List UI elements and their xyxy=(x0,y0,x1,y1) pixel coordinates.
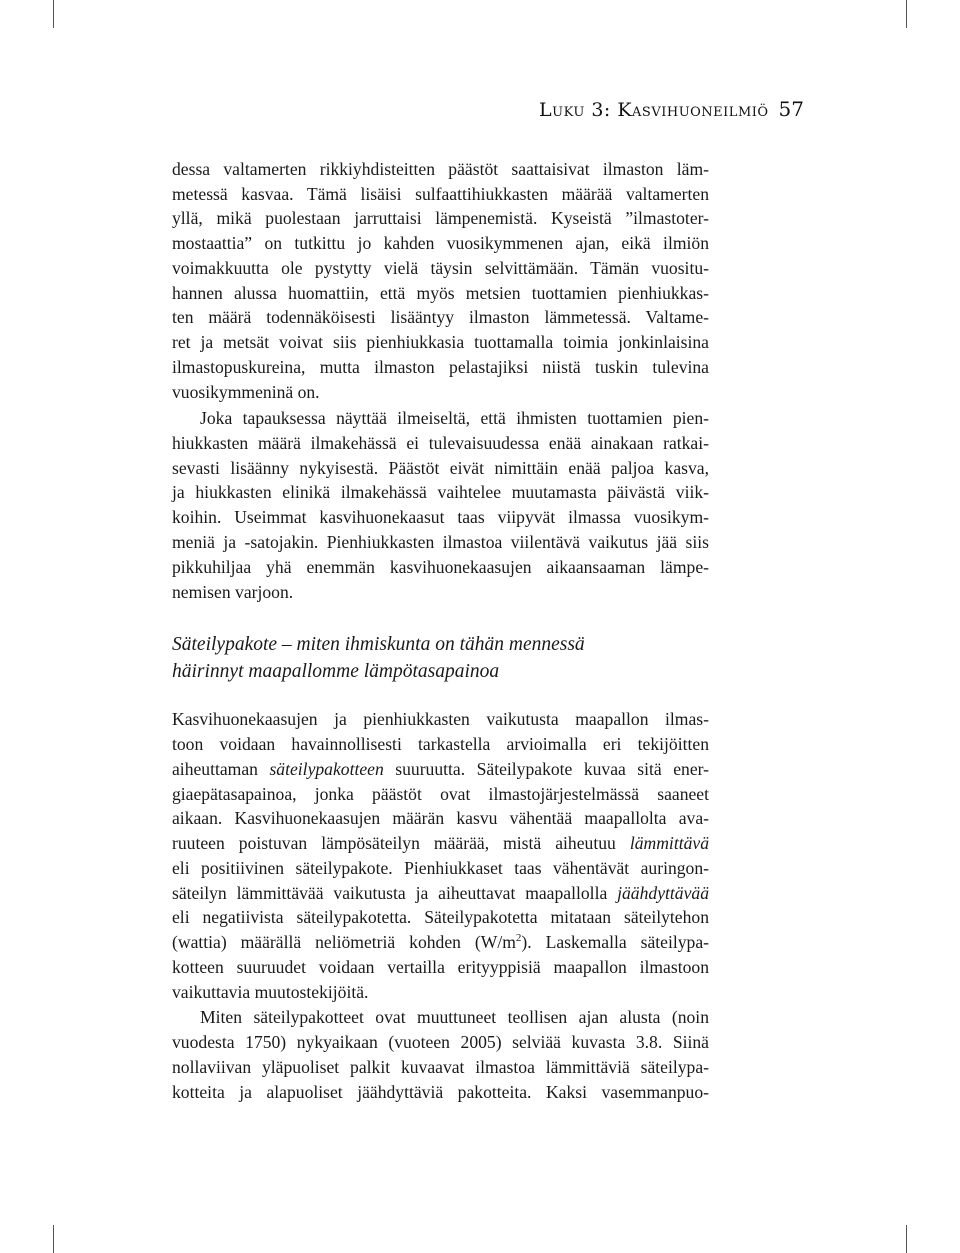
section-heading: Säteilypakote – miten ihmiskunta on tähän mennessä xyxy=(172,634,585,655)
section-heading: häirinnyt maapallomme lämpötasapainoa xyxy=(172,661,500,682)
crop-mark xyxy=(906,0,907,28)
chapter-title: Luku 3: Kasvihuoneilmiö xyxy=(539,99,769,121)
body-line: ja hiukkasten elinikä ilmakehässä vaihtelee muutamasta päivästä viik- xyxy=(172,482,709,502)
body-line: vuosikymmeninä on. xyxy=(172,382,320,402)
body-line: hannen alussa huomattiin, että myös metsien tuottamien pienhiukkas- xyxy=(172,283,709,303)
emphasis-term: säteilypakotteen xyxy=(269,759,384,779)
body-line: vaikuttavia muutostekijöitä. xyxy=(172,982,369,1002)
body-line: nollaviivan yläpuoliset palkit kuvaavat ilmastoa lämmittäviä säteilypa- xyxy=(172,1057,709,1077)
superscript: 2 xyxy=(515,932,522,944)
body-line: eli negatiivista säteilypakotetta. Säteilypakotetta mitataan säteilytehon xyxy=(172,907,709,927)
body-line: pikkuhiljaa yhä enemmän kasvihuonekaasujen aikaansaaman lämpe- xyxy=(172,557,709,577)
body-line: (wattia) määrällä neliömetriä kohden $(W/m^2)$. Laskemalla säteilypa- xyxy=(172,932,709,952)
body-line: sevasti lisäänny nykyisestä. Päästöt eivät nimittäin enää paljoa kasva, xyxy=(172,458,709,478)
crop-mark xyxy=(906,1225,907,1253)
body-line: aiheuttaman säteilypakotteen suuruutta. Säteilypakote kuvaa sitä ener- xyxy=(172,759,709,779)
running-head xyxy=(400,97,804,127)
body-line: Miten säteilypakotteet ovat muuttuneet teollisen ajan alusta (noin xyxy=(200,1007,709,1027)
body-line: mostaattia” on tutkittu jo kahden vuosikymmenen ajan, eikä ilmiön xyxy=(172,233,709,253)
page-number: 57 xyxy=(778,97,804,121)
body-line: kotteen suuruudet voidaan vertailla erityyppisiä maapallon ilmastoon xyxy=(172,957,709,977)
crop-mark xyxy=(53,1225,54,1253)
body-line: hiukkasten määrä ilmakehässä ei tulevaisuudessa enää ainakaan ratkai- xyxy=(172,433,709,453)
body-line: koihin. Useimmat kasvihuonekaasut taas viipyvät ilmassa vuosikym- xyxy=(172,507,709,527)
body-line: Joka tapauksessa näyttää ilmeiseltä, että ihmisten tuottamien pien- xyxy=(200,408,709,428)
emphasis-term: jäähdyttävää xyxy=(617,883,709,903)
body-line: metessä kasvaa. Tämä lisäisi sulfaattihiukkasten määrää valtamerten xyxy=(172,184,709,204)
body-line: ret ja metsät voivat siis pienhiukkasia tuottamalla toimia jonkinlaisina xyxy=(172,332,709,352)
body-line: voimakkuutta ole pystytty vielä täysin selvittämään. Tämän vuositu- xyxy=(172,258,709,278)
body-line: vuodesta 1750) nykyaikaan (vuoteen 2005) selviää kuvasta 3.8. Siinä xyxy=(172,1032,709,1052)
body-line: ruuteen poistuvan lämpösäteilyn määrää, mistä aiheutuu lämmittävä xyxy=(172,833,709,853)
emphasis-term: lämmittävä xyxy=(629,833,709,853)
body-line: kotteita ja alapuoliset jäähdyttäviä pakotteita. Kaksi vasemmanpuo- xyxy=(172,1082,709,1102)
body-line: aikaan. Kasvihuonekaasujen määrän kasvu vähentää maapallolta ava- xyxy=(172,808,709,828)
body-line: nemisen varjoon. xyxy=(172,582,294,602)
body-line: Kasvihuonekaasujen ja pienhiukkasten vaikutusta maapallon ilmas- xyxy=(172,709,709,729)
body-line: meniä ja -satojakin. Pienhiukkasten ilmastoa viilentävä vaikutus jää siis xyxy=(172,532,709,552)
body-line: toon voidaan havainnollisesti tarkastella arvioimalla eri tekijöitten xyxy=(172,734,709,754)
body-line: giaepätasapainoa, jonka päästöt ovat ilmastojärjestelmässä saaneet xyxy=(172,784,709,804)
body-line: dessa valtamerten rikkiyhdisteitten päästöt saattaisivat ilmaston läm- xyxy=(172,159,709,179)
body-line: eli positiivinen säteilypakote. Pienhiukkaset taas vähentävät auringon- xyxy=(172,858,709,878)
body-line: ilmastopuskureina, mutta ilmaston pelastajiksi niistä tuskin tulevina xyxy=(172,357,709,377)
body-line: yllä, mikä puolestaan jarruttaisi lämpenemistä. Kyseistä ”ilmastoter- xyxy=(172,208,709,228)
body-line: säteilyn lämmittävää vaikutusta ja aiheuttavat maapallolla jäähdyttävää xyxy=(172,883,709,903)
crop-mark xyxy=(53,0,54,28)
body-line: ten määrä todennäköisesti lisääntyy ilmaston lämmetessä. Valtame- xyxy=(172,307,709,327)
